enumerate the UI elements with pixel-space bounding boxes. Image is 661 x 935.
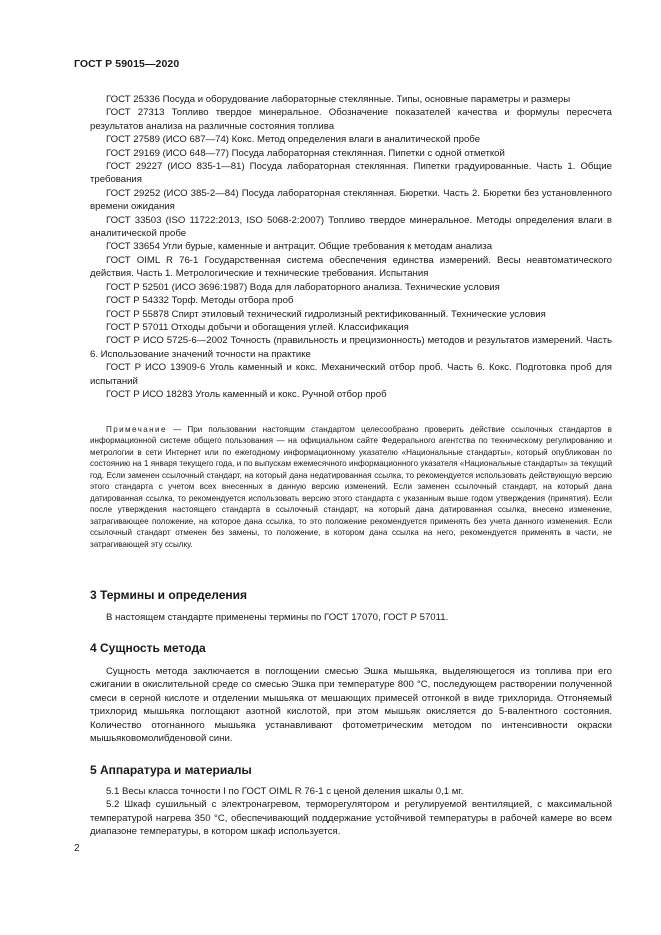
reference-item: ГОСТ 33503 (ISO 11722:2013, ISO 5068-2:2007) Топливо твердое минеральное. Методы определения влаги в аналитической пробе xyxy=(90,214,612,240)
reference-item: ГОСТ Р ИСО 5725-6—2002 Точность (правильность и прецизионность) методов и результатов измерений. Часть 6. Использование значений точности на практике xyxy=(90,335,612,360)
reference-item: ГОСТ 29169 (ИСО 648—77) Посуда лабораторная стеклянная. Пипетки с одной отметкой xyxy=(106,147,505,159)
section-3-text: В настоящем стандарте применены термины по ГОСТ 17070, ГОСТ Р 57011. xyxy=(106,612,449,623)
note-paragraph xyxy=(90,424,612,550)
section-5-item: 5.1 Весы класса точности I по ГОСТ OIML R 76-1 с ценой деления шкалы 0,1 мг. xyxy=(106,786,464,797)
reference-item: ГОСТ OIML R 76-1 Государственная система обеспечения единства измерений. Весы неавтоматического действия. Часть 1. Метрологические и технические требования. Испытания xyxy=(90,254,612,280)
reference-item: ГОСТ 29227 (ИСО 835-1—81) Посуда лабораторная стеклянная. Пипетки градуированные. Часть 1. Общие требования xyxy=(90,161,612,186)
reference-item: ГОСТ Р ИСО 18283 Уголь каменный и кокс. Ручной отбор проб xyxy=(106,388,387,400)
section-5-body xyxy=(90,785,612,839)
note-text: — При пользовании настоящим стандартом целесообразно проверить действие ссылочных стандартов в информационной системе общего пользования — на официальном сайте Федерального агентства по техническому регулированию и метрологии в сети Интернет или по ежегодному информационному указателю «Национальные стандарты», который опубликован по состоянию на 1 января текущего года, и по выпускам ежемесячного информационного указателя «Национальные стандарты» за текущий год. Если заменен ссылочный стандарт, на который дана недатированная ссылка, то рекомендуется использовать действующую версию этого стандарта с учетом всех внесенных в данную версию изменений. Если заменен ссылочный стандарт, на который дана датированная ссылка, то рекомендуется использовать версию этого стандарта с указанным выше годом утверждения (принятия). Если после утверждения настоящего стандарта в ссылочный стандарт, на который дана датированная ссылка, внесено изменение, затрагивающее положение, на которое дана ссылка, то это положение рекомендуется применять без учета данного изменения. Если ссылочный стандарт отменен без замены, то положение, в котором дана ссылка на него, рекомендуется применять в части, не затрагивающей эту ссылку. xyxy=(90,425,612,549)
section-4-body xyxy=(90,665,612,745)
reference-item: ГОСТ Р ИСО 13909-6 Уголь каменный и кокс. Механический отбор проб. Часть 6. Кокс. Подготовка проб для испытаний xyxy=(90,362,612,387)
reference-item: ГОСТ Р 54332 Торф. Методы отбора проб xyxy=(106,295,294,307)
reference-item: ГОСТ Р 57011 Отходы добычи и обогащения углей. Классификация xyxy=(106,321,409,333)
section-5-item: 5.2 Шкаф сушильный с электронагревом, терморегулятором и регулируемой вентиляцией, с максимальной температурой нагрева 350 °С, обеспечивающий поддержание устойчивой температуры в рабочей камере во всем диапазоне температуры, в котором шкаф используется. xyxy=(90,799,612,838)
reference-item: ГОСТ Р 55878 Спирт этиловый технический гидролизный ректификованный. Технические условия xyxy=(106,308,546,320)
section-3-body xyxy=(90,611,612,624)
section-4-title: 4 Сущность метода xyxy=(90,641,206,655)
reference-item: ГОСТ 27313 Топливо твердое минеральное. Обозначение показателей качества и формулы пересчета результатов анализа на различные состояния топлива xyxy=(90,107,612,132)
note-block xyxy=(90,424,612,550)
reference-item: ГОСТ 33654 Угли бурые, каменные и антрацит. Общие требования к методам анализа xyxy=(106,241,493,253)
normative-references-list xyxy=(90,93,612,401)
reference-item: ГОСТ Р 52501 (ИСО 3696:1987) Вода для лабораторного анализа. Технические условия xyxy=(106,281,500,293)
section-5-title: 5 Аппаратура и материалы xyxy=(90,763,252,777)
section-3-title: 3 Термины и определения xyxy=(90,588,248,602)
reference-item: ГОСТ 29252 (ИСО 385-2—84) Посуда лабораторная стеклянная. Бюретки. Часть 2. Бюретки без установленного времени ожидания xyxy=(90,187,612,213)
reference-item: ГОСТ 25336 Посуда и оборудование лабораторные стеклянные. Типы, основные параметры и размеры xyxy=(106,94,571,105)
reference-item: ГОСТ 27589 (ИСО 687—74) Кокс. Метод определения влаги в аналитической пробе xyxy=(106,134,481,146)
document-header: ГОСТ Р 59015—2020 xyxy=(74,58,180,70)
section-4-text: Сущность метода заключается в поглощении смесью Эшка мышьяка, выделяющегося из топлива при его сжигании в окислительной среде со смесью Эшка при температуре 800 °С, последующем растворении полученной смеси в серной кислоте и отделении мышьяка от мешающих примесей отгонкой в виде трихлорида. Отгоняемый трихлорид мышьяка поглощают азотной кислотой, при этом мышьяк окисляется до 5-валентного состояния. Количество отогнанного мышьяка устанавливают фотометрическим методом по интенсивности окраски мышьяковомолибденовой сини. xyxy=(90,666,612,745)
note-label: Примечание xyxy=(106,425,167,434)
page-number: 2 xyxy=(74,843,80,854)
